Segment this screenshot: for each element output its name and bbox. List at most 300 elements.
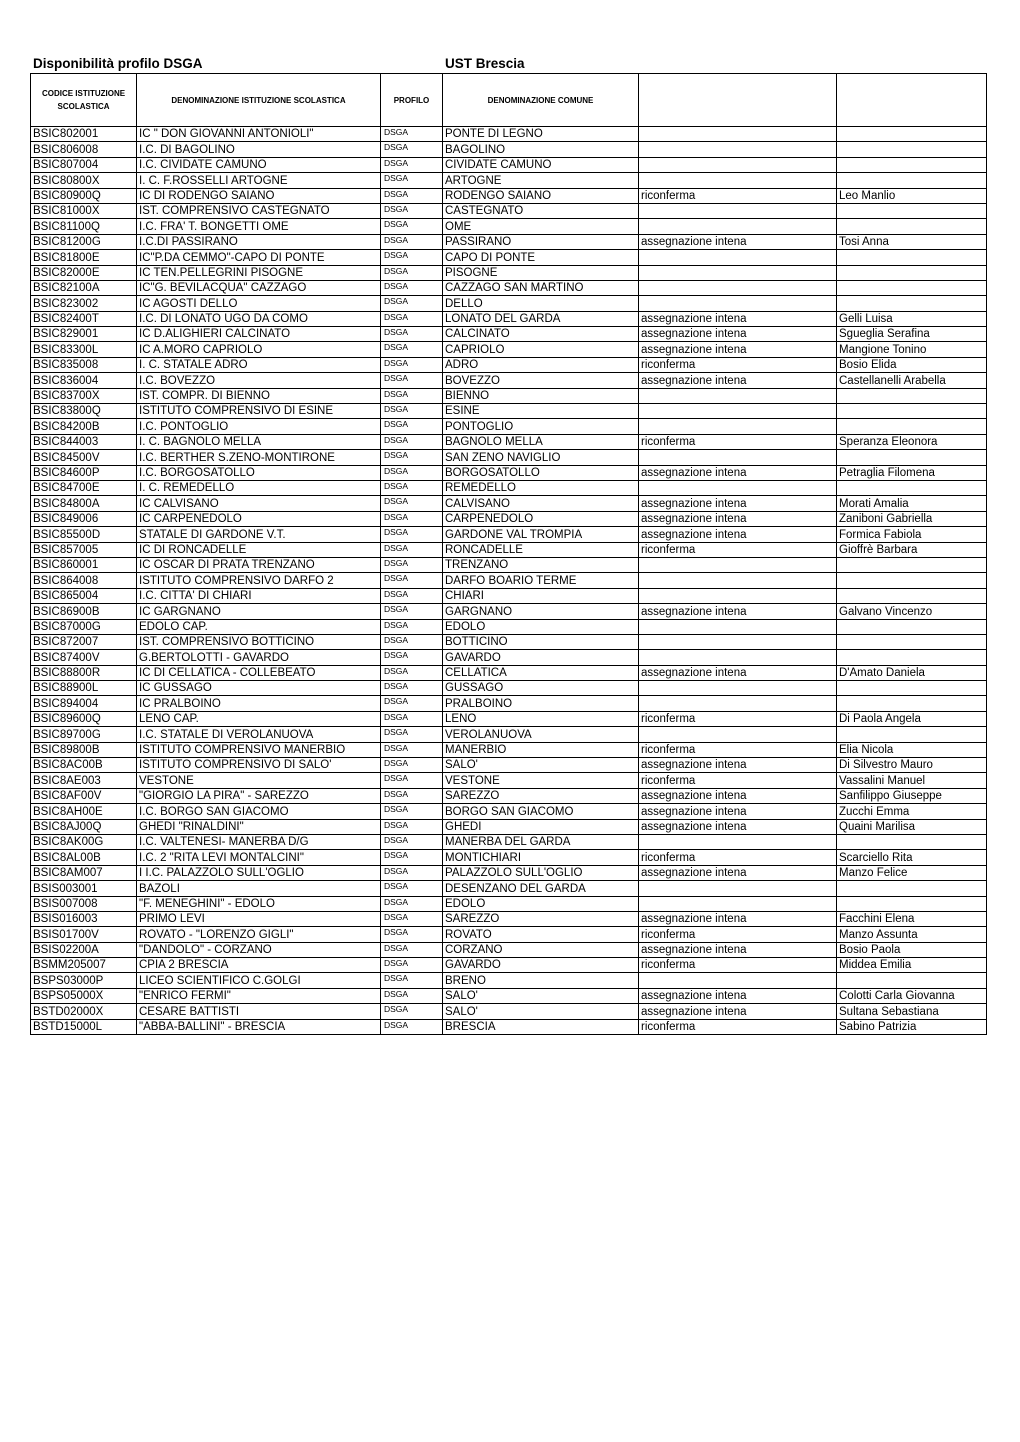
cell-nominativo bbox=[837, 404, 987, 419]
cell-denominazione: I.C. FRA' T. BONGETTI OME bbox=[137, 219, 381, 234]
cell-nominativo bbox=[837, 280, 987, 295]
cell-nominativo: Vassalini Manuel bbox=[837, 773, 987, 788]
cell-codice: BSPS05000X bbox=[31, 988, 137, 1003]
cell-denominazione: I.C. BOVEZZO bbox=[137, 373, 381, 388]
cell-comune: ROVATO bbox=[443, 927, 639, 942]
cell-comune: SAREZZO bbox=[443, 911, 639, 926]
table-row bbox=[31, 280, 987, 295]
cell-profilo: DSGA bbox=[381, 711, 443, 726]
cell-comune: DARFO BOARIO TERME bbox=[443, 573, 639, 588]
table-row bbox=[31, 157, 987, 172]
table-row bbox=[31, 804, 987, 819]
table-row bbox=[31, 942, 987, 957]
cell-codice: BSTD15000L bbox=[31, 1019, 137, 1034]
cell-comune: EDOLO bbox=[443, 896, 639, 911]
cell-tipo: riconferma bbox=[639, 958, 837, 973]
cell-tipo bbox=[639, 142, 837, 157]
table-header-row bbox=[31, 74, 987, 127]
cell-comune: BORGOSATOLLO bbox=[443, 465, 639, 480]
cell-nominativo bbox=[837, 634, 987, 649]
cell-profilo: DSGA bbox=[381, 203, 443, 218]
cell-comune: ARTOGNE bbox=[443, 173, 639, 188]
table-body bbox=[31, 127, 987, 1035]
cell-nominativo: Galvano Vincenzo bbox=[837, 604, 987, 619]
cell-denominazione: I.C. PONTOGLIO bbox=[137, 419, 381, 434]
cell-denominazione: I. C. STATALE ADRO bbox=[137, 357, 381, 372]
cell-comune: GARGNANO bbox=[443, 604, 639, 619]
table-row bbox=[31, 850, 987, 865]
table-row bbox=[31, 234, 987, 249]
cell-nominativo bbox=[837, 681, 987, 696]
cell-codice: BSIC84200B bbox=[31, 419, 137, 434]
cell-comune: LENO bbox=[443, 711, 639, 726]
cell-codice: BSIC88800R bbox=[31, 665, 137, 680]
cell-comune: ESINE bbox=[443, 404, 639, 419]
cell-comune: SALO' bbox=[443, 1004, 639, 1019]
cell-profilo: DSGA bbox=[381, 280, 443, 295]
cell-comune: LONATO DEL GARDA bbox=[443, 311, 639, 326]
cell-nominativo bbox=[837, 557, 987, 572]
cell-comune: MANERBIO bbox=[443, 742, 639, 757]
cell-denominazione: I.C. DI BAGOLINO bbox=[137, 142, 381, 157]
cell-nominativo: D'Amato Daniela bbox=[837, 665, 987, 680]
cell-profilo: DSGA bbox=[381, 865, 443, 880]
cell-nominativo: Morati Amalia bbox=[837, 496, 987, 511]
cell-nominativo bbox=[837, 588, 987, 603]
cell-comune: RONCADELLE bbox=[443, 542, 639, 557]
table-row bbox=[31, 773, 987, 788]
cell-codice: BSIC872007 bbox=[31, 634, 137, 649]
cell-nominativo bbox=[837, 173, 987, 188]
cell-profilo: DSGA bbox=[381, 696, 443, 711]
table-row bbox=[31, 896, 987, 911]
cell-codice: BSIS016003 bbox=[31, 911, 137, 926]
cell-profilo: DSGA bbox=[381, 973, 443, 988]
cell-tipo: riconferma bbox=[639, 188, 837, 203]
cell-denominazione: ISTITUTO COMPRENSIVO MANERBIO bbox=[137, 742, 381, 757]
cell-comune: CARPENEDOLO bbox=[443, 511, 639, 526]
cell-tipo: riconferma bbox=[639, 1019, 837, 1034]
cell-comune: EDOLO bbox=[443, 619, 639, 634]
cell-codice: BSIC80900Q bbox=[31, 188, 137, 203]
cell-nominativo: Zucchi Emma bbox=[837, 804, 987, 819]
cell-tipo bbox=[639, 573, 837, 588]
table-row bbox=[31, 758, 987, 773]
cell-denominazione: IC DI RODENGO SAIANO bbox=[137, 188, 381, 203]
cell-profilo: DSGA bbox=[381, 496, 443, 511]
cell-profilo: DSGA bbox=[381, 557, 443, 572]
cell-denominazione: I. C. BAGNOLO MELLA bbox=[137, 434, 381, 449]
table-row bbox=[31, 388, 987, 403]
cell-profilo: DSGA bbox=[381, 434, 443, 449]
table-row bbox=[31, 542, 987, 557]
cell-codice: BSIC84700E bbox=[31, 480, 137, 495]
cell-denominazione: "ABBA-BALLINI" - BRESCIA bbox=[137, 1019, 381, 1034]
table-row bbox=[31, 250, 987, 265]
cell-profilo: DSGA bbox=[381, 219, 443, 234]
cell-nominativo bbox=[837, 265, 987, 280]
cell-profilo: DSGA bbox=[381, 465, 443, 480]
column-header-codice: CODICE ISTITUZIONE SCOLASTICA bbox=[31, 74, 137, 127]
cell-comune: ADRO bbox=[443, 357, 639, 372]
cell-profilo: DSGA bbox=[381, 604, 443, 619]
cell-profilo: DSGA bbox=[381, 419, 443, 434]
cell-nominativo: Facchini Elena bbox=[837, 911, 987, 926]
table-row bbox=[31, 1019, 987, 1034]
cell-profilo: DSGA bbox=[381, 188, 443, 203]
cell-nominativo: Tosi Anna bbox=[837, 234, 987, 249]
cell-tipo: assegnazione intena bbox=[639, 865, 837, 880]
cell-codice: BSIC81200G bbox=[31, 234, 137, 249]
cell-denominazione: I.C. 2 "RITA LEVI MONTALCINI" bbox=[137, 850, 381, 865]
cell-denominazione: ROVATO - "LORENZO GIGLI" bbox=[137, 927, 381, 942]
cell-codice: BSIC806008 bbox=[31, 142, 137, 157]
cell-comune: PASSIRANO bbox=[443, 234, 639, 249]
cell-comune: REMEDELLO bbox=[443, 480, 639, 495]
table-row bbox=[31, 496, 987, 511]
cell-comune: CIVIDATE CAMUNO bbox=[443, 157, 639, 172]
table-row bbox=[31, 342, 987, 357]
cell-profilo: DSGA bbox=[381, 450, 443, 465]
cell-denominazione: I.C. CITTA' DI CHIARI bbox=[137, 588, 381, 603]
cell-tipo: assegnazione intena bbox=[639, 604, 837, 619]
cell-profilo: DSGA bbox=[381, 773, 443, 788]
cell-nominativo bbox=[837, 296, 987, 311]
cell-tipo bbox=[639, 896, 837, 911]
cell-nominativo bbox=[837, 619, 987, 634]
cell-codice: BSMM205007 bbox=[31, 958, 137, 973]
cell-profilo: DSGA bbox=[381, 619, 443, 634]
table-row bbox=[31, 419, 987, 434]
cell-tipo bbox=[639, 557, 837, 572]
cell-nominativo bbox=[837, 219, 987, 234]
cell-profilo: DSGA bbox=[381, 480, 443, 495]
cell-nominativo: Zaniboni Gabriella bbox=[837, 511, 987, 526]
table-row bbox=[31, 465, 987, 480]
cell-codice: BSIC857005 bbox=[31, 542, 137, 557]
cell-codice: BSIC836004 bbox=[31, 373, 137, 388]
cell-denominazione: I. C. REMEDELLO bbox=[137, 480, 381, 495]
table-row bbox=[31, 203, 987, 218]
cell-profilo: DSGA bbox=[381, 157, 443, 172]
cell-nominativo: Sgueglia Serafina bbox=[837, 327, 987, 342]
cell-profilo: DSGA bbox=[381, 927, 443, 942]
cell-codice: BSIC83800Q bbox=[31, 404, 137, 419]
cell-codice: BSIC81100Q bbox=[31, 219, 137, 234]
cell-codice: BSIC82400T bbox=[31, 311, 137, 326]
cell-comune: GHEDI bbox=[443, 819, 639, 834]
cell-tipo: assegnazione intena bbox=[639, 804, 837, 819]
cell-codice: BSIC89800B bbox=[31, 742, 137, 757]
cell-tipo: assegnazione intena bbox=[639, 342, 837, 357]
cell-codice: BSIC860001 bbox=[31, 557, 137, 572]
cell-tipo: assegnazione intena bbox=[639, 311, 837, 326]
cell-comune: BAGNOLO MELLA bbox=[443, 434, 639, 449]
cell-codice: BSIC8AJ00Q bbox=[31, 819, 137, 834]
cell-denominazione: G.BERTOLOTTI - GAVARDO bbox=[137, 650, 381, 665]
cell-denominazione: "F. MENEGHINI" - EDOLO bbox=[137, 896, 381, 911]
cell-tipo: assegnazione intena bbox=[639, 758, 837, 773]
cell-comune: BOTTICINO bbox=[443, 634, 639, 649]
table-row bbox=[31, 711, 987, 726]
table-row bbox=[31, 573, 987, 588]
cell-comune: SALO' bbox=[443, 988, 639, 1003]
cell-nominativo bbox=[837, 881, 987, 896]
cell-tipo bbox=[639, 388, 837, 403]
cell-denominazione: IC OSCAR DI PRATA TRENZANO bbox=[137, 557, 381, 572]
table-row bbox=[31, 404, 987, 419]
cell-comune: CALVISANO bbox=[443, 496, 639, 511]
cell-comune: TRENZANO bbox=[443, 557, 639, 572]
cell-comune: PRALBOINO bbox=[443, 696, 639, 711]
cell-codice: BSIC82000E bbox=[31, 265, 137, 280]
cell-profilo: DSGA bbox=[381, 650, 443, 665]
cell-profilo: DSGA bbox=[381, 127, 443, 142]
table-row bbox=[31, 604, 987, 619]
cell-tipo bbox=[639, 265, 837, 280]
cell-codice: BSIC8AL00B bbox=[31, 850, 137, 865]
cell-denominazione: IC TEN.PELLEGRINI PISOGNE bbox=[137, 265, 381, 280]
table-row bbox=[31, 127, 987, 142]
cell-comune: CAZZAGO SAN MARTINO bbox=[443, 280, 639, 295]
cell-tipo bbox=[639, 404, 837, 419]
document-title: Disponibilità profilo DSGA bbox=[33, 56, 203, 71]
cell-nominativo: Sabino Patrizia bbox=[837, 1019, 987, 1034]
cell-denominazione: IC " DON GIOVANNI ANTONIOLI" bbox=[137, 127, 381, 142]
cell-nominativo bbox=[837, 973, 987, 988]
cell-comune: CELLATICA bbox=[443, 665, 639, 680]
table-row bbox=[31, 742, 987, 757]
cell-comune: BRENO bbox=[443, 973, 639, 988]
cell-comune: VEROLANUOVA bbox=[443, 727, 639, 742]
cell-profilo: DSGA bbox=[381, 265, 443, 280]
cell-codice: BSIS007008 bbox=[31, 896, 137, 911]
cell-comune: PONTOGLIO bbox=[443, 419, 639, 434]
cell-nominativo: Leo Manlio bbox=[837, 188, 987, 203]
cell-nominativo: Bosio Elida bbox=[837, 357, 987, 372]
cell-codice: BSIC84800A bbox=[31, 496, 137, 511]
cell-profilo: DSGA bbox=[381, 1004, 443, 1019]
cell-denominazione: I.C. DI LONATO UGO DA COMO bbox=[137, 311, 381, 326]
cell-denominazione: ISTITUTO COMPRENSIVO DARFO 2 bbox=[137, 573, 381, 588]
cell-codice: BSIC8AE003 bbox=[31, 773, 137, 788]
cell-profilo: DSGA bbox=[381, 311, 443, 326]
cell-tipo: assegnazione intena bbox=[639, 511, 837, 526]
cell-profilo: DSGA bbox=[381, 527, 443, 542]
cell-denominazione: IC DI CELLATICA - COLLEBEATO bbox=[137, 665, 381, 680]
cell-denominazione: "DANDOLO" - CORZANO bbox=[137, 942, 381, 957]
cell-nominativo bbox=[837, 650, 987, 665]
cell-tipo bbox=[639, 157, 837, 172]
cell-codice: BSIC84600P bbox=[31, 465, 137, 480]
cell-denominazione: IST. COMPR. DI BIENNO bbox=[137, 388, 381, 403]
cell-codice: BSIS02200A bbox=[31, 942, 137, 957]
cell-codice: BSIC87400V bbox=[31, 650, 137, 665]
cell-codice: BSIC84500V bbox=[31, 450, 137, 465]
cell-codice: BSIC8AM007 bbox=[31, 865, 137, 880]
cell-profilo: DSGA bbox=[381, 404, 443, 419]
cell-comune: DELLO bbox=[443, 296, 639, 311]
cell-codice: BSPS03000P bbox=[31, 973, 137, 988]
cell-profilo: DSGA bbox=[381, 758, 443, 773]
cell-comune: PONTE DI LEGNO bbox=[443, 127, 639, 142]
cell-profilo: DSGA bbox=[381, 373, 443, 388]
cell-profilo: DSGA bbox=[381, 342, 443, 357]
cell-profilo: DSGA bbox=[381, 250, 443, 265]
cell-nominativo bbox=[837, 203, 987, 218]
cell-tipo bbox=[639, 280, 837, 295]
cell-codice: BSIC89700G bbox=[31, 727, 137, 742]
cell-denominazione: IC"P.DA CEMMO"-CAPO DI PONTE bbox=[137, 250, 381, 265]
cell-profilo: DSGA bbox=[381, 834, 443, 849]
table-row bbox=[31, 727, 987, 742]
cell-nominativo bbox=[837, 250, 987, 265]
table-row bbox=[31, 696, 987, 711]
cell-denominazione: IC CARPENEDOLO bbox=[137, 511, 381, 526]
cell-codice: BSIC87000G bbox=[31, 619, 137, 634]
cell-denominazione: "GIORGIO LA PIRA" - SAREZZO bbox=[137, 788, 381, 803]
cell-tipo: assegnazione intena bbox=[639, 327, 837, 342]
cell-nominativo: Gelli Luisa bbox=[837, 311, 987, 326]
column-header-profilo: PROFILO bbox=[381, 74, 443, 127]
table-row bbox=[31, 619, 987, 634]
cell-nominativo bbox=[837, 896, 987, 911]
cell-tipo: riconferma bbox=[639, 357, 837, 372]
cell-comune: CHIARI bbox=[443, 588, 639, 603]
cell-codice: BSIC802001 bbox=[31, 127, 137, 142]
cell-profilo: DSGA bbox=[381, 327, 443, 342]
cell-codice: BSIC849006 bbox=[31, 511, 137, 526]
table-row bbox=[31, 296, 987, 311]
cell-denominazione: IST. COMPRENSIVO BOTTICINO bbox=[137, 634, 381, 649]
cell-nominativo bbox=[837, 450, 987, 465]
cell-profilo: DSGA bbox=[381, 511, 443, 526]
cell-profilo: DSGA bbox=[381, 788, 443, 803]
cell-nominativo: Elia Nicola bbox=[837, 742, 987, 757]
cell-nominativo: Mangione Tonino bbox=[837, 342, 987, 357]
cell-codice: BSIS01700V bbox=[31, 927, 137, 942]
table-row bbox=[31, 988, 987, 1003]
cell-tipo: assegnazione intena bbox=[639, 788, 837, 803]
cell-nominativo bbox=[837, 480, 987, 495]
cell-profilo: DSGA bbox=[381, 296, 443, 311]
table-row bbox=[31, 219, 987, 234]
table-row bbox=[31, 373, 987, 388]
cell-tipo bbox=[639, 681, 837, 696]
cell-tipo: assegnazione intena bbox=[639, 465, 837, 480]
table-row bbox=[31, 434, 987, 449]
cell-profilo: DSGA bbox=[381, 681, 443, 696]
cell-codice: BSIC894004 bbox=[31, 696, 137, 711]
cell-nominativo: Castellanelli Arabella bbox=[837, 373, 987, 388]
cell-denominazione: CESARE BATTISTI bbox=[137, 1004, 381, 1019]
column-header-blank-2 bbox=[837, 74, 987, 127]
table-row bbox=[31, 450, 987, 465]
cell-tipo bbox=[639, 881, 837, 896]
cell-tipo: riconferma bbox=[639, 742, 837, 757]
cell-profilo: DSGA bbox=[381, 850, 443, 865]
cell-tipo: riconferma bbox=[639, 850, 837, 865]
cell-comune: BIENNO bbox=[443, 388, 639, 403]
table-row bbox=[31, 834, 987, 849]
cell-codice: BSIC807004 bbox=[31, 157, 137, 172]
cell-denominazione: LENO CAP. bbox=[137, 711, 381, 726]
cell-tipo bbox=[639, 219, 837, 234]
cell-profilo: DSGA bbox=[381, 804, 443, 819]
cell-nominativo: Bosio Paola bbox=[837, 942, 987, 957]
cell-tipo bbox=[639, 619, 837, 634]
cell-denominazione: GHEDI "RINALDINI" bbox=[137, 819, 381, 834]
cell-denominazione: ISTITUTO COMPRENSIVO DI SALO' bbox=[137, 758, 381, 773]
cell-tipo: assegnazione intena bbox=[639, 819, 837, 834]
table-row bbox=[31, 634, 987, 649]
cell-nominativo: Petraglia Filomena bbox=[837, 465, 987, 480]
availability-table bbox=[30, 73, 987, 1035]
cell-comune: MONTICHIARI bbox=[443, 850, 639, 865]
cell-tipo bbox=[639, 834, 837, 849]
cell-comune: PISOGNE bbox=[443, 265, 639, 280]
cell-denominazione: IST. COMPRENSIVO CASTEGNATO bbox=[137, 203, 381, 218]
cell-denominazione: STATALE DI GARDONE V.T. bbox=[137, 527, 381, 542]
column-header-denominazione-istituzione: DENOMINAZIONE ISTITUZIONE SCOLASTICA bbox=[137, 74, 381, 127]
cell-denominazione: ISTITUTO COMPRENSIVO DI ESINE bbox=[137, 404, 381, 419]
cell-comune: SAREZZO bbox=[443, 788, 639, 803]
cell-tipo: assegnazione intena bbox=[639, 373, 837, 388]
table-row bbox=[31, 865, 987, 880]
cell-tipo: riconferma bbox=[639, 773, 837, 788]
cell-denominazione: IC AGOSTI DELLO bbox=[137, 296, 381, 311]
cell-denominazione: CPIA 2 BRESCIA bbox=[137, 958, 381, 973]
cell-tipo bbox=[639, 588, 837, 603]
cell-codice: BSIC89600Q bbox=[31, 711, 137, 726]
cell-comune: MANERBA DEL GARDA bbox=[443, 834, 639, 849]
cell-denominazione: I.C. BORGO SAN GIACOMO bbox=[137, 804, 381, 819]
cell-tipo: assegnazione intena bbox=[639, 234, 837, 249]
cell-profilo: DSGA bbox=[381, 634, 443, 649]
cell-comune: OME bbox=[443, 219, 639, 234]
cell-tipo: assegnazione intena bbox=[639, 527, 837, 542]
cell-denominazione: IC GUSSAGO bbox=[137, 681, 381, 696]
cell-tipo bbox=[639, 173, 837, 188]
cell-denominazione: IC CALVISANO bbox=[137, 496, 381, 511]
cell-codice: BSIC82100A bbox=[31, 280, 137, 295]
cell-denominazione: I.C.DI PASSIRANO bbox=[137, 234, 381, 249]
cell-nominativo: Colotti Carla Giovanna bbox=[837, 988, 987, 1003]
cell-denominazione: IC D.ALIGHIERI CALCINATO bbox=[137, 327, 381, 342]
cell-nominativo bbox=[837, 388, 987, 403]
cell-comune: RODENGO SAIANO bbox=[443, 188, 639, 203]
cell-nominativo: Manzo Assunta bbox=[837, 927, 987, 942]
column-header-blank-1 bbox=[639, 74, 837, 127]
cell-comune: CAPO DI PONTE bbox=[443, 250, 639, 265]
cell-codice: BSIC8AH00E bbox=[31, 804, 137, 819]
cell-nominativo: Formica Fabiola bbox=[837, 527, 987, 542]
cell-denominazione: IC"G. BEVILACQUA" CAZZAGO bbox=[137, 280, 381, 295]
cell-profilo: DSGA bbox=[381, 573, 443, 588]
cell-denominazione: I.C. CIVIDATE CAMUNO bbox=[137, 157, 381, 172]
cell-nominativo bbox=[837, 419, 987, 434]
column-header-denominazione-comune: DENOMINAZIONE COMUNE bbox=[443, 74, 639, 127]
cell-comune: GAVARDO bbox=[443, 958, 639, 973]
cell-codice: BSIS003001 bbox=[31, 881, 137, 896]
cell-denominazione: IC PRALBOINO bbox=[137, 696, 381, 711]
cell-comune: BORGO SAN GIACOMO bbox=[443, 804, 639, 819]
cell-codice: BSIC8AK00G bbox=[31, 834, 137, 849]
cell-codice: BSIC85500D bbox=[31, 527, 137, 542]
cell-comune: GARDONE VAL TROMPIA bbox=[443, 527, 639, 542]
cell-denominazione: I.C. BERTHER S.ZENO-MONTIRONE bbox=[137, 450, 381, 465]
cell-codice: BSIC835008 bbox=[31, 357, 137, 372]
